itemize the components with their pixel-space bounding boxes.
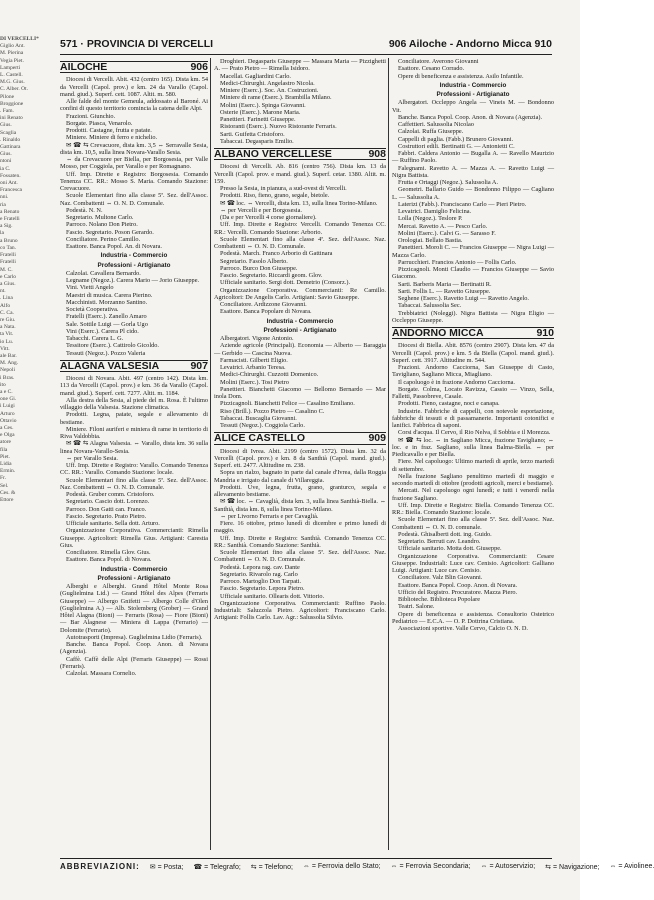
paragraph: Prodotti. Fieno, castagne, noci e canapa. bbox=[398, 400, 500, 408]
column-1 bbox=[60, 58, 208, 677]
paragraph: Corsi d'acqua. Il Cervo, il Rio Nelva, il Sobbia e il Morezza. bbox=[398, 429, 551, 437]
listing: Miniere di rame (Eserc.). Brambilla Milano. bbox=[220, 94, 332, 102]
edge-line: Francesca bbox=[0, 187, 22, 194]
edge-line: ta Vit. bbox=[0, 331, 14, 338]
edge-line: i Luigi bbox=[0, 403, 15, 410]
edge-line: a Ces. bbox=[0, 424, 14, 431]
paragraph: Il capoluogo è in frazione Andorno Cacciorna. bbox=[398, 378, 515, 386]
listing: Sale. Sottile Luigi — Gorla Ugo bbox=[66, 320, 148, 328]
abbreviation-item: ⇔ = Aviolinee. bbox=[609, 863, 654, 870]
listing: Banche. Banca Popol. Coop. Anon. di Novara (Agenzia). bbox=[60, 641, 208, 656]
listing: Molini (Eserc.). Spinga Giovanni. bbox=[220, 101, 306, 109]
edge-line: Broggione bbox=[0, 100, 24, 107]
section-heading: Professioni - Artigianato bbox=[263, 326, 337, 334]
paragraph: Miniere. Filoni auriferi e miniera di rame in territorio di Riva Valdobbia. bbox=[60, 425, 208, 440]
listing: Miniere (Eserc.). Soc. An. Costruzioni. bbox=[220, 87, 319, 94]
paragraph: (Da e per Vercelli 4 corse giornaliere). bbox=[220, 214, 317, 221]
edge-line: . Fam. bbox=[0, 108, 14, 115]
edge-line: Giglio Ant. bbox=[0, 43, 25, 50]
paragraph: Alla destra della Sesia, al piede del m. Rosa. È l'ultimo villaggio della Valsesia. Stazione climatica. bbox=[60, 396, 208, 411]
paragraph: Frazioni. Andorno Cacciorna, San Giuseppe di Casto, Tavigliano, Sagliano Micca, Miagliano. bbox=[392, 364, 554, 379]
listing: Trebbiatrici (Noleggi). Nigra Battista — Nigra Eligio — Occleppo Giuseppe. bbox=[392, 309, 554, 324]
edge-line: Vitt. bbox=[0, 345, 10, 352]
paragraph: Diocesi di Vercelli. Ab. 816 (centro 756). Dista km. 13 da Vercelli (Capol. prov. e mand. giud.). Superf. cetar. 1380. Altit. m. 159. bbox=[214, 163, 386, 185]
paragraph: ⇔ per Livorno Ferraris e per Cavaglià. bbox=[220, 512, 319, 520]
column-2 bbox=[214, 58, 386, 622]
edge-line: C. Ca. bbox=[0, 309, 14, 316]
listing: Seghene (Eserc.). Ravetto Luigi — Ravetto Angelo. bbox=[398, 295, 529, 302]
adjacent-page-edge bbox=[0, 36, 39, 856]
listing: Maestri di musica. Carera Pierino. bbox=[66, 291, 153, 299]
listing: Geometri. Ballario Guido — Bondonno Filippo — Cagliano L. — Salussolia A. bbox=[392, 186, 554, 201]
abbreviation-item: ✉ = Posta; bbox=[149, 863, 184, 871]
paragraph: Borgate. Colma, Locato Ravizza, Cassio — Vinzo, Sella, Falletti, Passobreve, Casale. bbox=[392, 385, 554, 400]
paragraph: Segretario. Rivarolo rag. Carlo bbox=[220, 570, 298, 578]
edge-line: e Carlo bbox=[0, 273, 17, 280]
paragraph: Uff. Imp. Dirette e Registro: Borgosesia. Comando Tenenza CC. RR.: Mosso S. Maria. Comando Stazione: Crevacuore. bbox=[60, 170, 208, 192]
town-name: ALICE CASTELLO bbox=[214, 432, 305, 445]
edge-line: a e C. bbox=[0, 388, 13, 395]
paragraph: Segretario. Fasolo Alberto. bbox=[220, 257, 288, 265]
edge-line: a Sig. bbox=[0, 223, 13, 230]
abbreviation-item: ⇔ = Autoservizio; bbox=[480, 863, 536, 870]
edge-line: M.G. Gius. bbox=[0, 79, 25, 86]
edge-line: Piet. bbox=[0, 453, 10, 460]
paragraph: ⇔ da Crevacuore per Biella, per Borgosesia, per Valle Mosso, per Coggiola, per Varallo e per Romagnano. bbox=[60, 156, 208, 171]
edge-line: co Tan. bbox=[0, 244, 17, 251]
edge-line: e Olga bbox=[0, 432, 15, 439]
listing: Pizzicagnoli. Bianchetti Felice — Casalino Emiliano. bbox=[220, 400, 355, 408]
paragraph: Organizzazione Corporativa. Commercianti: Rimella Giuseppe. Agricoltori: Rimella Gius. Artigiani: Carestia Gius. bbox=[60, 527, 208, 549]
town-heading bbox=[60, 61, 208, 73]
paragraph: Organizzazione Corporativa. Commercianti: Cesare Giuseppe. Industriali: Luce cav. Cenisio. Agricoltori: Galliano Luigi. Artigiani: Luce cav. Cenisio. bbox=[392, 552, 554, 574]
town-heading bbox=[392, 327, 554, 339]
paragraph: Scuole Elementari fino alla classe 4ª. Sez. dell'Assoc. Naz. Combattenti ⇔ O. N. D. Comunale. bbox=[214, 235, 386, 250]
paragraph: Podestà. March. Franco Arborio di Gattinara bbox=[220, 250, 333, 258]
edge-line: Fratelli bbox=[0, 252, 16, 259]
listing: Levatrici. Arbanio Teresa. bbox=[220, 364, 286, 371]
edge-line: Ettore bbox=[0, 497, 14, 503]
section-heading: Industria - Commercio bbox=[100, 565, 168, 573]
town-name: AILOCHE bbox=[60, 61, 108, 73]
listing: Sarti. Follis L. — Ravetto Giuseppe. bbox=[398, 287, 491, 295]
listing: Macellai. Gagliardini Carlo. bbox=[220, 72, 291, 80]
listing: Orologiai. Bellato Bastia. bbox=[398, 237, 463, 244]
header-right: 906 Ailoche - Andorno Micca 910 bbox=[388, 38, 552, 50]
listing: Medici-Chirurghi. Cuzzotti Domenico. bbox=[220, 371, 319, 379]
paragraph: Fiere. 16 ottobre, primo lunedì di dicembre e primo lunedì di maggio. bbox=[214, 520, 386, 535]
edge-line: Arturo bbox=[0, 410, 15, 417]
edge-line: re Giu. bbox=[0, 316, 16, 323]
edge-line: Ottavio bbox=[0, 417, 17, 424]
town-number: 910 bbox=[536, 327, 554, 339]
edge-line: nni. bbox=[0, 194, 9, 201]
paragraph: ✉ ☎ ⇆ Alagna Valsesia. ⇔ Varallo, dista km. 36 sulla linea Novara-Varallo-Sesia. bbox=[60, 440, 208, 455]
listing: Calzolai. Massara Cornelio. bbox=[66, 670, 137, 677]
edge-line: Gattinara bbox=[0, 144, 21, 151]
listing: Panettieri. Moroli C. — Francios Giuseppe — Nigra Luigi — Mazza Carlo. bbox=[392, 244, 554, 259]
edge-heading: DI VERCELLI* bbox=[0, 36, 39, 42]
listing: Medici-Chirurghi. Angelastro Nicola. bbox=[220, 79, 315, 87]
paragraph: Ufficio del Registro. Procuratore. Mazza Piero. bbox=[398, 588, 518, 596]
listing: Falegnami. Ravetto A. — Mazza A. — Ravetto Luigi — Nigra Battista. bbox=[392, 164, 554, 179]
paragraph: Industrie. Fabbriche di cappelli, con notevole esportazione, fabbriche di tessuti e di passamanerie. Importanti cotonifici e lanifici. Fabbrica di saponi. bbox=[392, 407, 554, 429]
paragraph: Uff. Imp. Dirette e Registro: Santhià. Comando Tenenza CC. RR.: Santhià. Comando Stazione: Santhià. bbox=[214, 534, 386, 549]
edge-line: M. Ang. bbox=[0, 360, 19, 367]
listing: Lolla (Negoz.). Teslore P. bbox=[398, 215, 463, 223]
edge-line: fila bbox=[0, 446, 8, 453]
edge-line: a Renato bbox=[0, 208, 20, 215]
town-number: 909 bbox=[368, 432, 386, 445]
listing: Albergatori. Occleppo Angela — Vineis M. — Bondonno Vit. bbox=[392, 99, 554, 114]
paragraph: Teatri. Salone. bbox=[398, 603, 435, 611]
paragraph: Miniere. Miniere di ferro e nichelio. bbox=[66, 134, 158, 142]
abbreviation-item: ⇆ = Navigazione; bbox=[545, 863, 600, 871]
listing: Esattore. Cesano Corrado. bbox=[398, 65, 465, 73]
edge-line: Gius. bbox=[0, 122, 12, 129]
town-name: ANDORNO MICCA bbox=[392, 327, 484, 339]
listing: Mercai. Ravetto A. — Pesco Carlo. bbox=[398, 222, 488, 230]
listing: Molini (Eserc.). Calvi G. — Sarasso F. bbox=[398, 229, 496, 237]
paragraph: Uff. Imp. Dirette e Registro: Varallo. Comando Tenenza CC. RR.: Varallo. Comando Stazione: locale. bbox=[60, 462, 208, 477]
edge-line: Lamperti bbox=[0, 64, 21, 71]
listing: Calzolai. Ruffa Giuseppe. bbox=[398, 128, 464, 136]
listing: Alberghi e Alberghi. Grand Hôtel Monte Rosa (Guglielmina Lid.) — Grand Hôtel des Alpes (Ferraris Giuseppe) — Albergo Gnifetti — Albergo Colle d'Olen (Guglielmina A.) — Alb. Stolemberg (Grober) — Grand Hôtel Alagna (Bioni) — Ferraris (Rosa) — Fiore (Bioni) — Bar Alagnese — Miniera di Lappa (Ferrario) — Dolomite (Ferrario). bbox=[60, 583, 208, 634]
listing: Panettieri. Bianchetti Giacomo — Bellomo Bernardo — Mar inola Dom. bbox=[214, 385, 386, 400]
section-heading: Professioni - Artigianato bbox=[97, 574, 171, 582]
paragraph: ✉ ☎ loc. ⇔ Cavaglià, dista km. 3, sulla linea Santhià-Biella. ⇔ Santhià, dista km. 8, sulla linea Torino-Milano. bbox=[214, 498, 386, 513]
town-number: 906 bbox=[190, 61, 208, 73]
paragraph: Diocesi di Biella. Abit. 8576 (centro 2907). Dista km. 47 da Vercelli (Capol. prov.) e km. 5 da Biella (Capol. mand. giud.). Superf. cett. 3917. Altitudine m. 544. bbox=[392, 342, 554, 364]
edge-line: M. C. bbox=[0, 266, 13, 273]
listing: Aziende agricole (Principali). Economia — Alberto — Baraggia — Gerbido — Cascina Nuova. bbox=[214, 342, 386, 357]
edge-line: e Fratelli bbox=[0, 216, 20, 223]
edge-line: Pilone bbox=[0, 93, 15, 100]
paragraph: Nella frazione Sagliano penultimo martedì di maggio e secondo martedì di ottobre (prodotti agricoli, merci e bestiame). bbox=[392, 472, 554, 487]
paragraph: Scuole Elementari fino alla classe 5ª. Sez. dell'Assoc. Naz. Combattenti ⇔ O. N. D. Comunale. bbox=[60, 192, 208, 207]
listing: Farmacisti. Gilberti Eligio. bbox=[220, 356, 288, 364]
paragraph: Diocesi di Ivrea. Abit. 2199 (centro 1572). Dista km. 32 da Vercelli (Capol. prov.) e km. 8 da Santhià (Capol. mand. giud.). Superf. ett. 2477. Altitudine m. 238. bbox=[214, 447, 386, 469]
paragraph: ✉ ☎ ⇆ Crevacuore, dista km. 3,5 ⇔ Serravalle Sesia, dista km. 10,5, sulla linea Novara-Varallo Sesia. bbox=[60, 141, 208, 156]
abbreviations-legend bbox=[60, 858, 654, 871]
listing: Riso (Brill.). Pozzo Pietro — Casalino C. bbox=[220, 407, 325, 415]
listing: Tabaccai. Salussolia Sec. bbox=[398, 302, 462, 310]
edge-line: L. Castell. bbox=[0, 72, 23, 79]
edge-line: Alfo bbox=[0, 302, 11, 309]
listing: Caffettieri. Salussolia Nicolao bbox=[398, 121, 474, 128]
paragraph: Segretario. Cascio dott. Lorenzo. bbox=[66, 498, 150, 506]
edge-line: Ces. & bbox=[0, 489, 16, 496]
paragraph: Esattore. Banca Popol. An. di Novara. bbox=[66, 243, 163, 250]
edge-line: a Bruno bbox=[0, 237, 18, 244]
listing: Legname (Negoz.). Carera Mario — Jorio Giuseppe. bbox=[66, 277, 200, 284]
town-heading bbox=[214, 148, 386, 160]
edge-line: ria bbox=[0, 201, 6, 208]
paragraph: Prodotti. Castagne, frutta e patate. bbox=[66, 127, 152, 134]
town-heading bbox=[214, 432, 386, 444]
paragraph: ✉ ☎ ⇆ loc. ⇔ in Sagliano Micca, frazione Tavigliano; ⇔ loc. e in fraz. Sagliano, sulla linea Balma-Biella. ⇔ per Piedicavallo e per Biella. bbox=[392, 436, 554, 458]
edge-line: ito bbox=[0, 381, 6, 388]
listing: Laterizi (Fabb.). Franciscano Carlo — Pieri Pietro. bbox=[398, 200, 527, 208]
paragraph: Conciliatore. Perino Camillo. bbox=[66, 235, 141, 243]
paragraph: Scuole Elementari fino alla classe 5ª. Sez. dell'Assoc. Naz. Combattenti ⇔ O. N. D. Comunale. bbox=[60, 476, 208, 491]
edge-line: nt. bbox=[0, 288, 6, 295]
paragraph: Ufficiale sanitario. Motta dott. Giuseppe. bbox=[398, 545, 502, 553]
paragraph: Segretario. Berruti cav. Leandro. bbox=[398, 538, 481, 545]
town-heading bbox=[60, 360, 208, 372]
listing: Sarti. Guifetta Cristoforo. bbox=[220, 130, 285, 138]
paragraph: Fascio. Segretario. Lepora Pietro. bbox=[220, 585, 305, 593]
listing: Pizzicagnoli. Monti Claudio — Francios Giuseppe — Savio Giacomo. bbox=[392, 266, 554, 281]
edge-line: Ermin. bbox=[0, 468, 16, 475]
listing: Fabbri. Caldera Antonio — Bugalla A. — Ravello Maurizio — Ruffino Paolo. bbox=[392, 150, 554, 165]
edge-line: a Gius. bbox=[0, 280, 16, 287]
listing: Conciliatore. Averono Giovanni bbox=[398, 58, 479, 65]
listing: Calzolai. Cavallera Bernardo. bbox=[66, 269, 141, 277]
column-divider bbox=[210, 58, 211, 850]
paragraph: Prodotti. Uve, legna, frutta, grano, granturco, segala e allevamento bestiame. bbox=[214, 483, 386, 498]
paragraph: Ufficiale sanitario. Sergi dott. Demetrio (Consorz.). bbox=[220, 279, 351, 287]
listing: Autotrasporti (Impresa). Guglielmina Lidio (Ferraris). bbox=[66, 633, 203, 641]
listing: Tessuti (Negoz.). Pozzo Valeria bbox=[66, 349, 146, 357]
column-divider bbox=[388, 58, 389, 850]
listing: Panettieri. Farinetti Giuseppe. bbox=[220, 116, 296, 123]
listing: Tessuti (Negoz.). Coggiola Carlo. bbox=[220, 422, 305, 429]
paragraph: Borgate. Piasca, Venarolo. bbox=[66, 119, 133, 127]
listing: Tabaccai. Buscaglia Giovanni. bbox=[220, 414, 297, 422]
edge-line: Gius. bbox=[0, 151, 12, 158]
edge-line: i Bras. bbox=[0, 374, 15, 381]
listing: Banche. Banca Popol. Coop. Anon. di Novara (Agenzia). bbox=[398, 113, 543, 121]
listing: Molini (Eserc.). Tosi Pietro bbox=[220, 378, 289, 386]
town-name: ALBANO VERCELLESE bbox=[214, 148, 332, 160]
listing: Cappelli di paglia. (Fabb.) Brunero Giovanni. bbox=[398, 135, 514, 143]
abbreviation-item: ☎ = Telegrafo; bbox=[193, 863, 241, 871]
paragraph: Sopra un rialzo, bagnato in parte dal canale d'Ivrea, dalla Roggia Mandria e irrigato dal canale di Villareggia. bbox=[214, 469, 386, 484]
listing: Osterie (Eserc.). Marone Maria. bbox=[220, 108, 301, 116]
paragraph: Parroco. Burco Don Giuseppe. bbox=[220, 264, 298, 272]
paragraph: Conciliatore. Ardizzone Giovanni. bbox=[220, 301, 307, 308]
edge-line: ale Bar. bbox=[0, 352, 17, 359]
town-number: 908 bbox=[368, 148, 386, 160]
listing: Sarti. Barberis Maria — Bertinatti R. bbox=[398, 280, 492, 288]
section-heading: Professioni - Artigianato bbox=[436, 91, 510, 98]
paragraph: Conciliatore. Valz Blin Giovanni. bbox=[398, 574, 483, 582]
listing: Ristoranti (Eserc.). Nuovo Ristorante Ferraris. bbox=[220, 123, 337, 131]
section-heading: Industria - Commercio bbox=[100, 252, 168, 260]
paragraph: Fiere. Nel capoluogo: Ultimo martedì di aprile, terzo martedì di settembre. bbox=[392, 458, 554, 473]
paragraph: Prodotti. Riso, fieno, grano, segale, bietole. bbox=[220, 192, 330, 200]
edge-line: Scaglia bbox=[0, 129, 17, 136]
listing: Tabacchi. Carera L. G. bbox=[66, 335, 124, 342]
paragraph: Parroco. Don Gatti can. Franco. bbox=[66, 505, 147, 513]
listing: Opere di beneficenza e assistenza. Asilo Infantile. bbox=[398, 72, 524, 80]
paragraph: Segretario. Multone Carlo. bbox=[66, 214, 134, 221]
edge-line: one Gi. bbox=[0, 396, 17, 403]
paragraph: ⇔ per Varallo Sesia. bbox=[66, 454, 118, 462]
paragraph: Ufficiale sanitario. Ollearis dott. Vittorio. bbox=[220, 592, 325, 600]
section-heading: Industria - Commercio bbox=[439, 81, 507, 89]
section-heading: Industria - Commercio bbox=[266, 317, 334, 325]
paragraph: Frazioni. Giunchio. bbox=[66, 112, 116, 120]
edge-line: Fossaten. bbox=[0, 172, 21, 179]
paragraph: Opere di beneficenza e assistenza. Consultorio Ostetrico Pediatrico — E.C.A. — O. P. Dottrina Cristiana. bbox=[392, 610, 554, 625]
town-number: 907 bbox=[190, 359, 208, 372]
abbreviation-item: ⇔ = Ferrovia Secondaria; bbox=[390, 863, 471, 870]
paragraph: Scuole Elementari fino alla classe 5ª. Sez. dell'Assoc. Naz. Combattenti ⇔ O. N. D. comunale. bbox=[392, 516, 554, 531]
listing: Albergatori. Vigone Antonio. bbox=[220, 335, 294, 342]
listing: Tabaccai. Degasparis Emilio. bbox=[220, 137, 294, 145]
listing: Macchinisti. Morzanno Santino. bbox=[66, 298, 148, 306]
column-3 bbox=[392, 58, 554, 632]
paragraph: Podestà. Gruber comm. Cristoforo. bbox=[66, 491, 155, 498]
listing: Parrucchieri. Francios Antonio — Follis Carlo. bbox=[398, 258, 517, 266]
paragraph: Parroco. Martoglio Don Tarpati. bbox=[220, 578, 302, 585]
edge-line: atore bbox=[0, 439, 11, 446]
paragraph: Diocesi di Novara. Abit. 497 (centro 142). Dista km. 113 da Vercelli (Capol. prov.) e km. 36 da Varallo (Capol. mand. giud.). Superf. cett. 7277. Altit. m. 1184. bbox=[60, 375, 208, 397]
edge-line: io Lu. bbox=[0, 338, 14, 345]
edge-line: ia C. bbox=[0, 165, 11, 172]
edge-line: Vegia Piet. bbox=[0, 57, 24, 64]
town-name: ALAGNA VALSESIA bbox=[60, 359, 160, 372]
paragraph: Esattore. Banca Popol. Coop. Anon. di Novara. bbox=[398, 581, 518, 589]
paragraph: Esattore. Banca Popol. di Novara. bbox=[66, 556, 152, 564]
paragraph: Podestà. Ghisalberti dott. ing. Guido. bbox=[398, 530, 492, 538]
paragraph: Organizzazione Corporativa. Commercianti: Ruffino Paolo. Industriali: Saluzzola Pietro. Agricoltori: Franciscano Carlo. Artigiani: Follis Carlo. Lav. Agr.: Salussolia Silvio. bbox=[214, 599, 386, 622]
edge-line: . Lina bbox=[0, 295, 13, 302]
listing: Droghieri. Degasparis Giuseppe — Massara Maria — Pizzighetti A. — Prato Pietro — Rimella Isidoro. bbox=[214, 58, 386, 73]
paragraph: Parroco. Nolano Don Pietro. bbox=[66, 221, 138, 229]
abbreviation-item: ⇔ = Ferrovia dello Stato; bbox=[302, 863, 381, 870]
paragraph: Biblioteche. Biblioteca Popolare bbox=[398, 596, 481, 603]
edge-line: C. Alber. Ot. bbox=[0, 86, 28, 93]
paragraph: Uff. Imp. Dirette e Registro: Biella. Comando Tenenza CC. RR.: Biella. Comando Stazione: locale. bbox=[392, 501, 554, 516]
section-heading: Professioni - Artigianato bbox=[97, 261, 171, 269]
listing: Società Cooperativa. bbox=[66, 306, 119, 313]
listing: Caffè. Caffè delle Alpi (Ferraris Giuseppe) — Rossi (Ferraris). bbox=[60, 655, 208, 670]
paragraph: Prodotti. Legna, patate, segale e allevamento di bestiame. bbox=[60, 411, 208, 426]
paragraph: ⇔ per Vercelli e per Borgosesia. bbox=[220, 206, 302, 214]
header-left: 571 · PROVINCIA DI VERCELLI bbox=[60, 38, 214, 50]
edge-line: ini Renato bbox=[0, 115, 23, 122]
edge-line: la bbox=[0, 230, 4, 237]
paragraph: Esattore. Banca Popolare di Novara. bbox=[220, 308, 312, 316]
listing: Costruttori edili. Bertinatti G. — Antonietti C. bbox=[398, 142, 515, 150]
abbreviation-item: ⇆ = Telefono; bbox=[250, 863, 293, 871]
edge-line: oni Ant. bbox=[0, 180, 18, 187]
edge-line: Nepoli bbox=[0, 367, 15, 374]
listing: Frutta e Ortaggi (Negoz.). Salussolia A. bbox=[398, 179, 499, 186]
page-header bbox=[60, 38, 552, 52]
paragraph: Podestà. Lepora rag. cav. Dante bbox=[220, 563, 300, 571]
paragraph: Uff. Imp. Dirette e Registro: Vercelli. Comando Tenenza CC. RR.: Vercelli. Comando Stazione: Arborio. bbox=[214, 221, 386, 236]
edge-line: a Nata. bbox=[0, 324, 16, 331]
edge-line: Fratelli bbox=[0, 259, 16, 266]
edge-line: Sel. bbox=[0, 482, 9, 489]
paragraph: ✉ ☎ loc. ⇔ Vercelli, dista km. 13, sulla linea Torino-Milano. bbox=[220, 199, 378, 207]
abbreviations-label: ABBREVIAZIONI: bbox=[60, 862, 140, 871]
paragraph: Conciliatore. Rimella Glov. Gius. bbox=[66, 549, 151, 556]
listing: Vini. Vietti Angelo bbox=[66, 284, 114, 292]
paragraph: Alle falde del monte Gemeula, addossato al Baroné. Ai confini di questo territorio comincia la catena delle Alpi. bbox=[60, 98, 208, 113]
edge-line: Fr. bbox=[0, 475, 6, 482]
header-rule bbox=[60, 54, 552, 55]
edge-line: . Rinaldo bbox=[0, 136, 21, 143]
paragraph: Fascio. Segretario. Riccardi geom. Glov. bbox=[220, 272, 323, 279]
paragraph: Scuole Elementari fino alla classe 5ª. Sez. dell'Assoc. Naz. Combattenti ⇔ O. N. D. Comunale. bbox=[214, 549, 386, 564]
listing: Vini (Eserc.). Carera Pl cido. bbox=[66, 327, 139, 335]
paragraph: Organizzazione Corporativa. Commercianti: Re Camillo. Agricoltori: De Angelis Carlo. Artigiani: Savio Giuseppe. bbox=[214, 286, 386, 301]
edge-line: M. Pierina bbox=[0, 50, 24, 57]
paragraph: Ufficiale sanitario. Sella dott. Arturo. bbox=[66, 520, 160, 527]
paragraph: Mercati. Nel capoluogo ogni lunedì; e tutti i venerdì nella frazione Sagliano. bbox=[392, 487, 554, 502]
paragraph: Fascio. Segretario. Poson Gerardo. bbox=[66, 228, 154, 236]
paragraph: Fascio. Segretario. Prato Pietro. bbox=[66, 512, 147, 520]
paragraph: Podestà. N. N. bbox=[66, 206, 103, 214]
edge-line: ntoni bbox=[0, 158, 12, 165]
paragraph: Diocesi di Vercelli. Abit. 432 (centro 165). Dista km. 54 da Vercelli (Capol. prov.) e km. 24 da Varallo (Capol. mand. giud.). Superf. cett. 1087. Altit. m. 580. bbox=[60, 76, 208, 98]
listing: Fratelli (Eserc.). Zanello Amaro bbox=[66, 313, 147, 321]
listing: Levatrici. Damiglio Felicina. bbox=[398, 208, 472, 215]
listing: Tessitore (Eserc.). Cattirolo Gicoldo. bbox=[66, 342, 159, 350]
paragraph: Associazioni sportive. Valle Cervo, Calcio O. N. D. bbox=[398, 625, 528, 632]
edge-line: Lidia bbox=[0, 460, 12, 467]
paragraph: Presso la Sesia, in pianura, a sud-ovest di Vercelli. bbox=[220, 185, 347, 192]
